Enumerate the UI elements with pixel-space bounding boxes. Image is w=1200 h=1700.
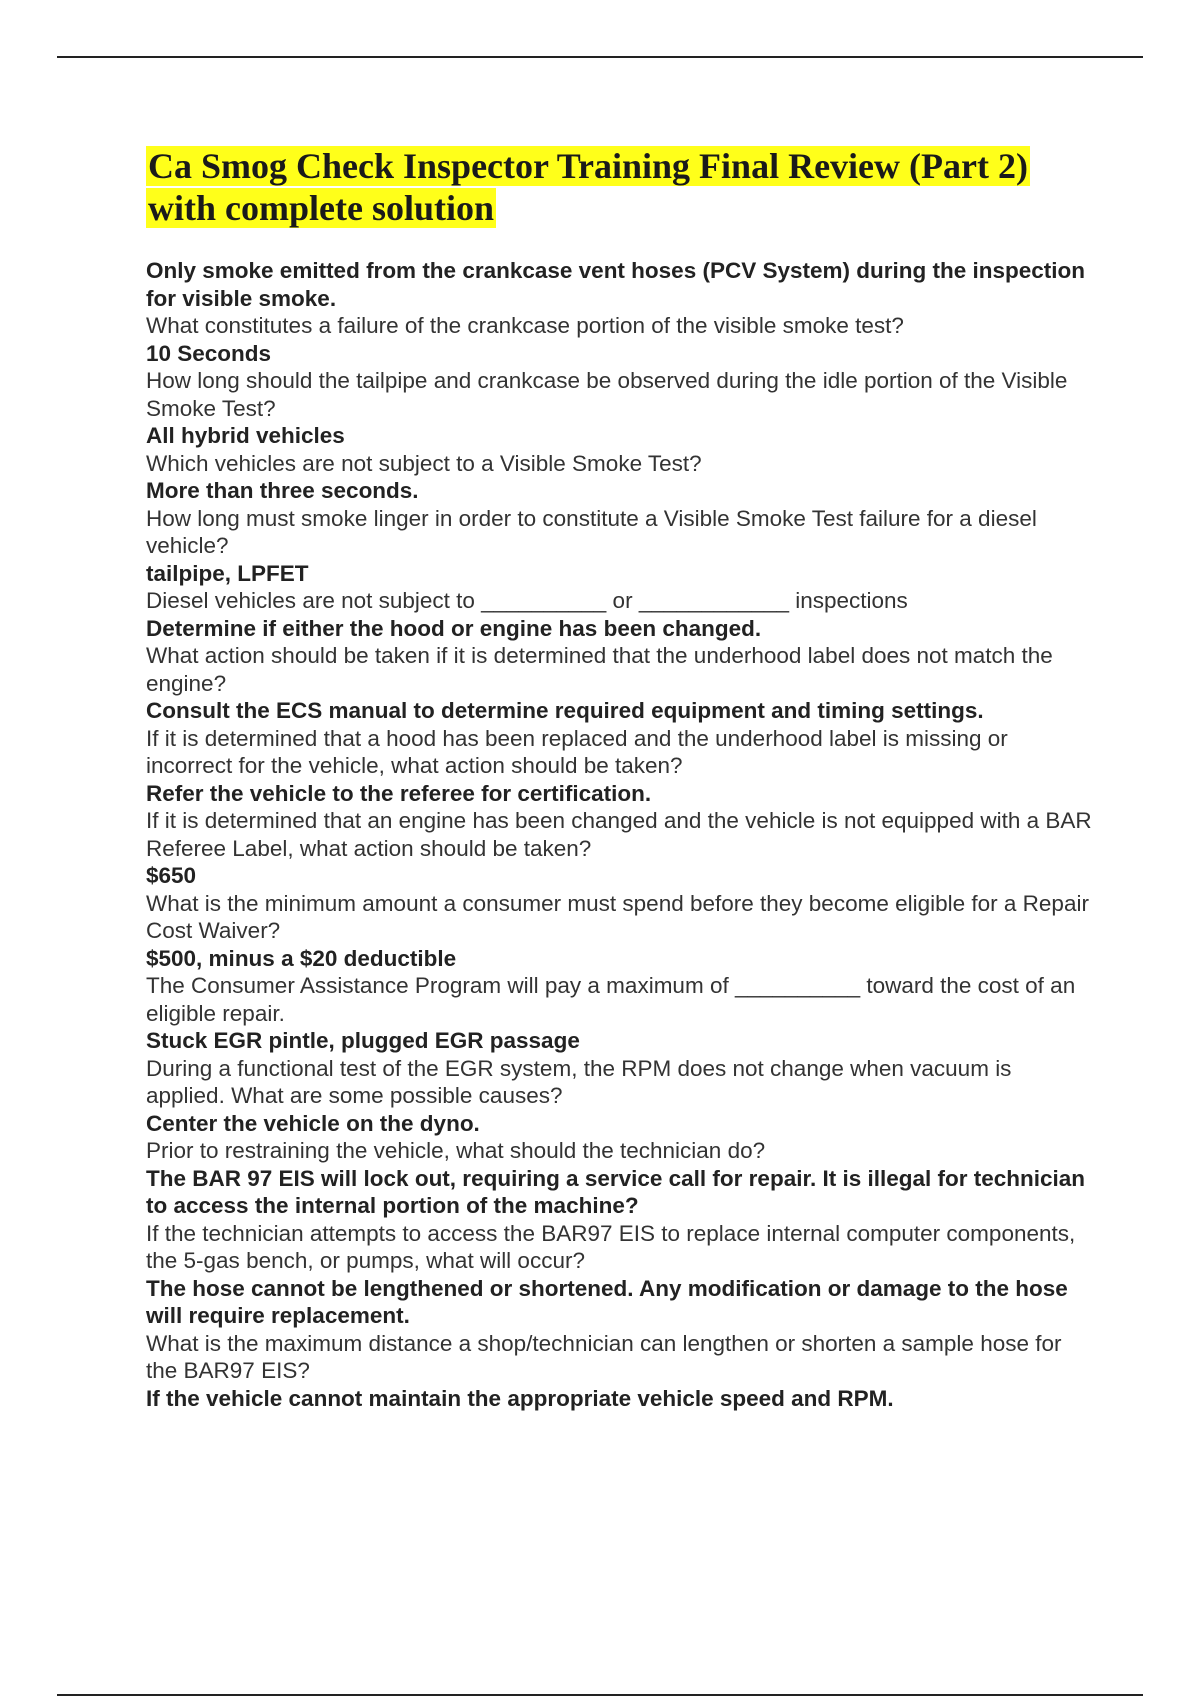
qa-item [146, 257, 1096, 340]
qa-answer: Consult the ECS manual to determine required equipment and timing settings. [146, 698, 984, 723]
qa-answer: 10 Seconds [146, 340, 272, 366]
footer-rule [57, 1694, 1143, 1696]
qa-answer: Refer the vehicle to the referee for certification. [146, 780, 652, 806]
qa-answer: tailpipe, LPFET [146, 560, 309, 586]
qa-answer: The hose cannot be lengthened or shortened. Any modification or damage to the hose will require replacement. [146, 1275, 1068, 1328]
qa-item [146, 862, 1096, 945]
qa-item [146, 422, 1096, 477]
qa-item [146, 340, 1096, 423]
qa-question: The Consumer Assistance Program will pay a maximum of __________ toward the cost of an eligible repair. [146, 973, 1076, 1026]
qa-question: What constitutes a failure of the crankcase portion of the visible smoke test? [146, 313, 904, 338]
document-body [146, 145, 1096, 1412]
document-title [146, 145, 1096, 229]
qa-answer: $650 [146, 863, 197, 888]
qa-question: Diesel vehicles are not subject to __________ or ____________ inspections [146, 588, 908, 613]
qa-answer: $500, minus a $20 deductible [146, 945, 457, 971]
qa-item [146, 1110, 1096, 1165]
qa-item [146, 560, 1096, 615]
document-title-text: Ca Smog Check Inspector Training Final Review (Part 2) with complete solution [148, 146, 1028, 228]
qa-answer: Stuck EGR pintle, plugged EGR passage [146, 1028, 580, 1053]
qa-answer: Only smoke emitted from the crankcase vent hoses (PCV System) during the inspection for visible smoke. [146, 258, 1086, 311]
qa-answer: Center the vehicle on the dyno. [146, 1110, 480, 1136]
qa-answer: All hybrid vehicles [146, 423, 345, 448]
qa-answer: More than three seconds. [146, 478, 419, 503]
qa-question: Prior to restraining the vehicle, what should the technician do? [146, 1138, 766, 1163]
qa-list [146, 257, 1096, 1412]
qa-item [146, 945, 1096, 1028]
qa-question: If it is determined that an engine has been changed and the vehicle is not equipped with a BAR Referee Label, what action should be taken? [146, 808, 1092, 861]
qa-answer: Determine if either the hood or engine has been changed. [146, 615, 762, 641]
qa-answer: If the vehicle cannot maintain the appropriate vehicle speed and RPM. [146, 1385, 894, 1411]
qa-question: If the technician attempts to access the BAR97 EIS to replace internal computer components, the 5-gas bench, or pumps, what will occur? [146, 1220, 1076, 1273]
qa-question: Which vehicles are not subject to a Visible Smoke Test? [146, 450, 702, 476]
qa-question: What is the maximum distance a shop/technician can lengthen or shorten a sample hose for the BAR97 EIS? [146, 1330, 1062, 1383]
qa-question: What is the minimum amount a consumer must spend before they become eligible for a Repair Cost Waiver? [146, 890, 1089, 943]
qa-item [146, 780, 1096, 863]
qa-answer: The BAR 97 EIS will lock out, requiring a service call for repair. It is illegal for technician to access the internal portion of the machine? [146, 1165, 1086, 1218]
qa-item [146, 1027, 1096, 1110]
qa-question: If it is determined that a hood has been replaced and the underhood label is missing or incorrect for the vehicle, what action should be taken? [146, 725, 1008, 778]
qa-item [146, 1385, 1096, 1413]
header-rule [57, 56, 1143, 58]
qa-item [146, 477, 1096, 560]
qa-item [146, 697, 1096, 780]
qa-item [146, 1165, 1096, 1275]
qa-question: What action should be taken if it is determined that the underhood label does not match the engine? [146, 643, 1053, 696]
qa-item [146, 1275, 1096, 1385]
qa-item [146, 615, 1096, 698]
qa-question: How long must smoke linger in order to constitute a Visible Smoke Test failure for a diesel vehicle? [146, 505, 1037, 558]
qa-question: During a functional test of the EGR system, the RPM does not change when vacuum is applied. What are some possible causes? [146, 1055, 1012, 1108]
qa-question: How long should the tailpipe and crankcase be observed during the idle portion of the Visible Smoke Test? [146, 368, 1068, 421]
